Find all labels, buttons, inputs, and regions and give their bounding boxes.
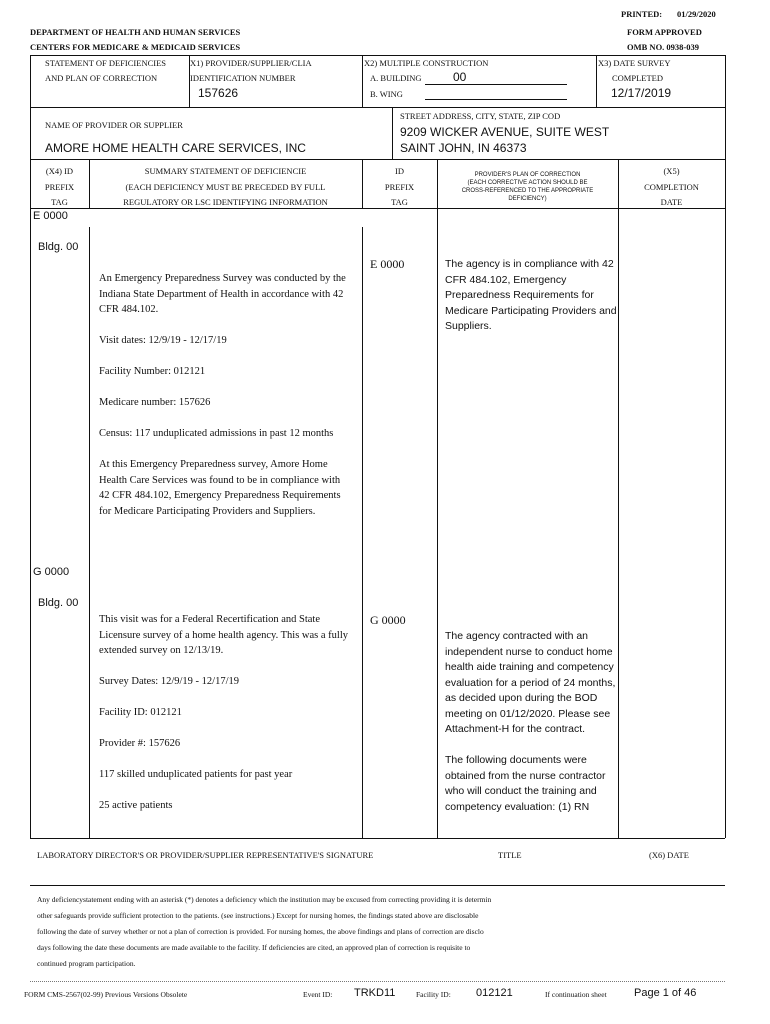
printed-label: PRINTED: bbox=[621, 9, 663, 19]
x4-prefix-label: PREFIX bbox=[44, 182, 75, 192]
plan-header-line3: CROSS-REFERENCED TO THE APPROPRIATE bbox=[461, 188, 594, 194]
title-label: TITLE bbox=[498, 850, 522, 860]
plan-e-para: The agency is in compliance with 42 CFR 484.102, Emergency Preparedness Requirements for Medicare Participating Providers and Suppliers. bbox=[445, 258, 617, 332]
plan-header-line2: (EACH CORRECTIVE ACTION SHOULD BE bbox=[467, 180, 588, 186]
event-id-label: Event ID: bbox=[303, 990, 333, 999]
provider-id-value: 157626 bbox=[198, 86, 239, 100]
summary-g-para: This visit was for a Federal Recertification and State Licensure survey of a home health agency. This was a fully extended survey on 12/13/19. bbox=[99, 614, 349, 656]
e-building: Bldg. 00 bbox=[38, 241, 79, 253]
id-tag-label: TAG bbox=[391, 197, 408, 207]
statement-label: STATEMENT OF DEFICIENCIES bbox=[45, 58, 167, 68]
building-value: 00 bbox=[453, 70, 467, 84]
x5-date-label: DATE bbox=[660, 197, 683, 207]
plan-g-para: The following documents were obtained from the nurse contractor who will conduct the training and competency evaluation: (1) RN bbox=[445, 754, 606, 813]
printed-date: 01/29/2020 bbox=[677, 9, 716, 19]
plan-header-line1: PROVIDER'S PLAN OF CORRECTION bbox=[474, 172, 581, 178]
continuation-label: If continuation sheet bbox=[545, 990, 607, 999]
plan-label: AND PLAN OF CORRECTION bbox=[45, 73, 158, 83]
summary-e-para: At this Emergency Preparedness survey, Amore Home Health Care Services was found to be in compliance with 42 CFR 484.102, Emergency Preparedness Requirements for Medicare Participating Providers and Suppliers. bbox=[99, 459, 341, 517]
summary-g-para: Survey Dates: 12/9/19 - 12/17/19 bbox=[99, 676, 239, 687]
e-tag-right: E 0000 bbox=[370, 257, 405, 271]
disclaimer-line: following the date of survey whether or not a plan of correction is provided. For nursing homes, the above findings and plans of correction are disclo bbox=[37, 927, 484, 936]
plan-g-section bbox=[445, 629, 617, 831]
x3-completed-label: COMPLETED bbox=[612, 73, 663, 83]
disclaimer-line: days following the date these documents are made available to the facility. If deficiencies are cited, an approved plan of correction is requisite to bbox=[37, 943, 471, 952]
summary-g-para: Facility ID: 012121 bbox=[99, 707, 182, 718]
summary-g-para: 117 skilled unduplicated patients for past year bbox=[99, 769, 293, 780]
plan-g-para: The agency contracted with an independent nurse to conduct home health aide training and competency evaluation for a period of 24 months, as decided upon during the BOD meeting on 01/12/2020. Please see Attachment-H for the contract. bbox=[445, 630, 616, 735]
x4-tag-label: TAG bbox=[51, 197, 68, 207]
id-prefix-label: PREFIX bbox=[384, 182, 415, 192]
wing-label: B. WING bbox=[370, 89, 403, 99]
disclaimer-line: Any deficiencystatement ending with an asterisk (*) denotes a deficiency which the institution may be excused from correcting providing it is determin bbox=[37, 895, 492, 904]
e-tag: E 0000 bbox=[33, 210, 68, 222]
facility-id-label: Facility ID: bbox=[416, 990, 451, 999]
facility-id-value: 012121 bbox=[476, 987, 513, 999]
address-line1: 9209 WICKER AVENUE, SUITE WEST bbox=[400, 125, 610, 139]
x5-completion-label: COMPLETION bbox=[644, 182, 699, 192]
x1-label: X1) PROVIDER/SUPPLIER/CLIA bbox=[190, 58, 312, 68]
plan-e-section bbox=[445, 257, 617, 350]
omb-number: OMB NO. 0938-039 bbox=[627, 42, 700, 52]
summary-g-para: 25 active patients bbox=[99, 800, 173, 811]
summary-e-para: Census: 117 unduplicated admissions in past 12 months bbox=[99, 428, 334, 439]
x5-label: (X5) bbox=[663, 166, 680, 176]
page-number: Page 1 of 46 bbox=[634, 987, 697, 999]
agency-name: CENTERS FOR MEDICARE & MEDICAID SERVICES bbox=[30, 42, 241, 52]
provider-name-label: NAME OF PROVIDER OR SUPPLIER bbox=[45, 120, 183, 130]
g-tag: G 0000 bbox=[33, 566, 70, 578]
id-label: ID bbox=[395, 166, 404, 176]
form-approved: FORM APPROVED bbox=[627, 27, 702, 37]
x1-identification-label: IDENTIFICATION NUMBER bbox=[190, 73, 296, 83]
summary-header-line3: REGULATORY OR LSC IDENTIFYING INFORMATION bbox=[123, 197, 328, 207]
x2-label: X2) MULTIPLE CONSTRUCTION bbox=[364, 58, 489, 68]
event-id-value: TRKD11 bbox=[354, 987, 396, 999]
disclaimer-line: continued program participation. bbox=[37, 959, 136, 968]
plan-header-line4: DEFICIENCY) bbox=[508, 196, 547, 202]
disclaimer-line: other safeguards provide sufficient protection to the patients. (see instructions.) Except for nursing homes, the findings stated above are disclosable bbox=[37, 911, 479, 920]
building-label: A. BUILDING bbox=[370, 73, 422, 83]
summary-g-para: Provider #: 157626 bbox=[99, 738, 181, 749]
g-tag-right: G 0000 bbox=[370, 613, 406, 627]
summary-e-para: Facility Number: 012121 bbox=[99, 366, 206, 377]
summary-e-para: Medicare number: 157626 bbox=[99, 397, 211, 408]
summary-g-section bbox=[99, 612, 349, 829]
g-building: Bldg. 00 bbox=[38, 597, 79, 609]
summary-e-section bbox=[99, 271, 349, 535]
summary-header-line1: SUMMARY STATEMENT OF DEFICIENCIE bbox=[144, 166, 307, 176]
form-number: FORM CMS-2567(02-99) Previous Versions Obsolete bbox=[24, 990, 188, 999]
address-line2: SAINT JOHN, IN 46373 bbox=[400, 141, 527, 155]
survey-date-value: 12/17/2019 bbox=[611, 86, 672, 100]
summary-header-line2: (EACH DEFICIENCY MUST BE PRECEDED BY FULL bbox=[125, 182, 326, 192]
provider-name-value: AMORE HOME HEALTH CARE SERVICES, INC bbox=[45, 141, 306, 155]
director-signature-label: LABORATORY DIRECTOR'S OR PROVIDER/SUPPLIER REPRESENTATIVE'S SIGNATURE bbox=[37, 850, 374, 860]
department-name: DEPARTMENT OF HEALTH AND HUMAN SERVICES bbox=[30, 27, 241, 37]
x6-date-label: (X6) DATE bbox=[649, 850, 689, 860]
summary-e-para: Visit dates: 12/9/19 - 12/17/19 bbox=[99, 335, 227, 346]
x3-label: X3) DATE SURVEY bbox=[598, 58, 671, 68]
summary-e-para: An Emergency Preparedness Survey was conducted by the Indiana State Department of Health in accordance with 42 CFR 484.102. bbox=[99, 273, 346, 315]
address-label: STREET ADDRESS, CITY, STATE, ZIP COD bbox=[400, 111, 561, 121]
x4-id-label: (X4) ID bbox=[45, 166, 74, 176]
